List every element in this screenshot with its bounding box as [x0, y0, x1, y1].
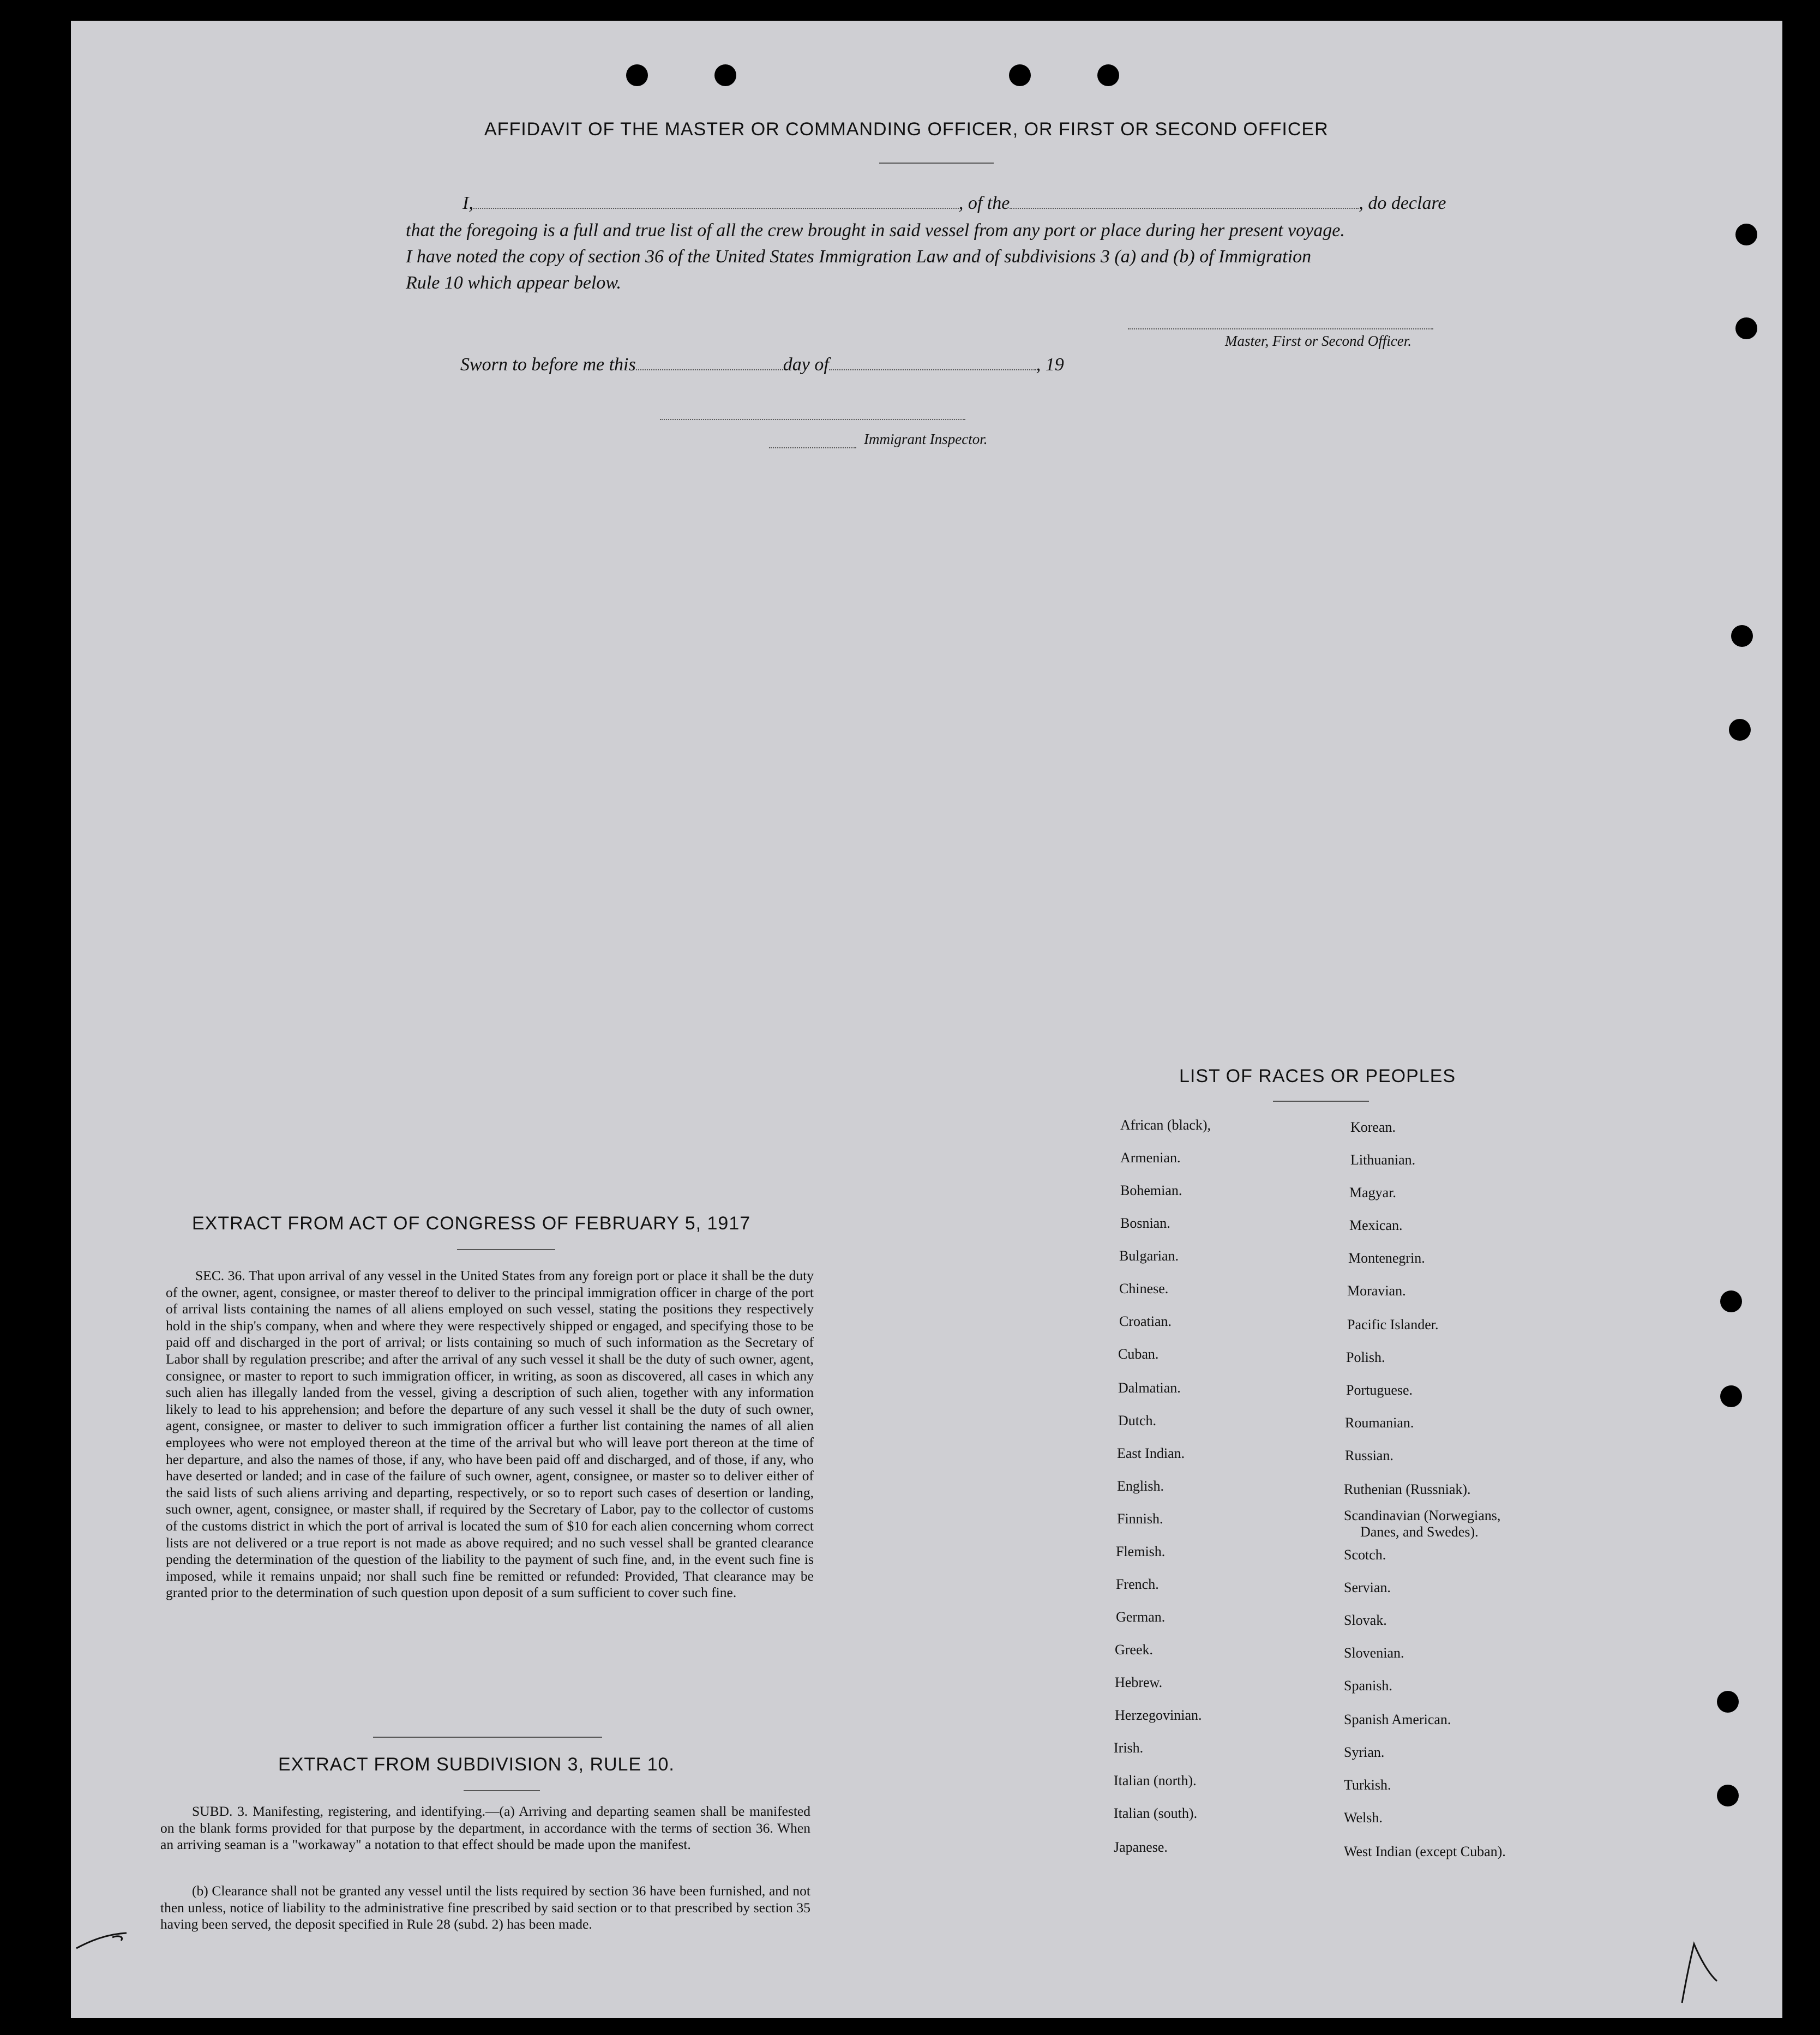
inspector-label: Immigrant Inspector. — [864, 431, 988, 447]
affidavit-i-label: I, — [462, 193, 473, 213]
extract-rule-underline — [464, 1790, 540, 1791]
pencil-mark-bottom-left — [74, 1921, 140, 1954]
race-item: Danes, and Swedes). — [1360, 1524, 1479, 1540]
race-item: Scotch. — [1344, 1547, 1386, 1563]
sec36-paragraph: SEC. 36. That upon arrival of any vessel in the United States from any foreign port or place it shall be the duty of the owner, agent, consignee, or master thereof to deliver to the principal immigration officer in charge of the port of arrival lists containing the names of all aliens employed on such vessel, stating the positions they respectively hold in the ship's company, when and where they were respectively shipped or engaged, and specifying those to be paid off and discharged in the port of arrival; or lists containing so much of such information as the Secretary of Labor shall by regulation prescribe; and after the arrival of any such vessel it shall be the duty of such owner, agent, consignee, or master to report to such immigration officer, in writing, as soon as discovered, all cases in which any such alien has illegally landed from the vessel, giving a description of such alien, together with any information likely to lead to his apprehension; and before the departure of any such vessel it shall be the duty of such owner, agent, consignee, or master to deliver to such immigration officer a further list containing the names of all alien employees who were not employed thereon at the time of the arrival but who will leave port thereon at the time of her departure, and also the names of those, if any, who have been paid off and discharged, and of those, if any, who have deserted or landed; and in case of the failure of such owner, agent, consignee, or master so to deliver either of the said lists of such aliens arriving and departing, respectively, or so to report such cases of desertion or landing, such owner, agent, consignee, or master shall, if required by the Secretary of Labor, pay to the collector of customs of the customs district in which the port of arrival is located the sum of $10 for each alien concerning whom correct lists are not delivered or a true report is not made as above required; and no such vessel shall be granted clearance pending the determination of the question of the liability to the payment of such fine, and, in the event such fine is imposed, while it remains unpaid; nor shall such fine be remitted or refunded: Provided, That clearance may be granted prior to the determination of such question upon deposit of a sum sufficient to cover such fine. — [166, 1268, 814, 1601]
punch-hole — [1097, 64, 1119, 86]
race-item: English. — [1117, 1478, 1164, 1494]
affidavit-text-line: that the foregoing is a full and true list of all the crew brought in said vessel from any port or place during her present voyage. — [406, 220, 1345, 241]
day-of-label: day of — [783, 355, 829, 375]
extract-act-title: EXTRACT FROM ACT OF CONGRESS OF FEBRUARY 5, 1917 — [192, 1213, 751, 1234]
races-title: LIST OF RACES OR PEOPLES — [1179, 1066, 1456, 1086]
inspector-signature-line-short — [769, 447, 856, 448]
punch-hole — [626, 64, 648, 86]
affidavit-declare-label: , do declare — [1359, 193, 1446, 213]
race-item: Dalmatian. — [1118, 1380, 1181, 1396]
sworn-line — [460, 355, 1064, 375]
punch-hole — [1009, 64, 1031, 86]
document-page — [71, 21, 1782, 2018]
race-item: Bohemian. — [1120, 1182, 1182, 1198]
race-item: Magyar. — [1349, 1185, 1396, 1200]
section-divider — [373, 1737, 602, 1738]
name-blank — [473, 208, 959, 209]
race-item: Hebrew. — [1115, 1674, 1163, 1690]
race-item: Chinese. — [1119, 1281, 1169, 1296]
race-item: Finnish. — [1117, 1511, 1163, 1527]
affidavit-of-label: , of the — [958, 193, 1010, 213]
races-underline — [1273, 1101, 1369, 1102]
master-signature-line — [1128, 328, 1433, 329]
year-label: , 19 — [1036, 355, 1064, 375]
inspector-signature-line — [660, 419, 965, 420]
race-item: Welsh. — [1344, 1810, 1383, 1826]
race-item: Roumanian. — [1345, 1415, 1414, 1431]
title-underline — [879, 163, 994, 164]
punch-hole — [1735, 317, 1757, 339]
race-item: Bulgarian. — [1119, 1248, 1179, 1264]
race-item: Turkish. — [1344, 1777, 1391, 1793]
race-item: Syrian. — [1344, 1744, 1385, 1760]
pencil-mark-bottom-right — [1678, 1935, 1727, 2006]
punch-hole — [1731, 625, 1753, 647]
vessel-blank — [1010, 208, 1359, 209]
race-item: Scandinavian (Norwegians, — [1344, 1508, 1501, 1523]
race-item: East Indian. — [1117, 1445, 1185, 1461]
race-item: African (black), — [1120, 1117, 1211, 1133]
day-blank — [636, 369, 783, 370]
race-item: Cuban. — [1118, 1346, 1159, 1362]
race-item: Moravian. — [1347, 1283, 1406, 1299]
month-blank — [829, 369, 1036, 370]
race-item: Lithuanian. — [1350, 1152, 1416, 1168]
race-item: French. — [1116, 1576, 1159, 1592]
punch-hole — [714, 64, 736, 86]
race-item: Italian (south). — [1114, 1805, 1198, 1821]
race-item: Ruthenian (Russniak). — [1344, 1481, 1471, 1497]
race-item: Mexican. — [1349, 1217, 1403, 1233]
race-item: Bosnian. — [1120, 1215, 1170, 1231]
race-item: Montenegrin. — [1348, 1250, 1425, 1266]
affidavit-text-line: Rule 10 which appear below. — [406, 273, 622, 293]
race-item: Spanish American. — [1344, 1712, 1451, 1727]
race-item: Italian (north). — [1114, 1773, 1197, 1788]
race-item: Flemish. — [1116, 1544, 1166, 1559]
race-item: Slovenian. — [1344, 1645, 1404, 1661]
race-item: Polish. — [1346, 1349, 1385, 1365]
affidavit-text-line: I have noted the copy of section 36 of the United States Immigration Law and of subdivisions 3 (a) and (b) of Immigration — [406, 247, 1312, 267]
race-item: West Indian (except Cuban). — [1344, 1844, 1506, 1859]
race-item: Croatian. — [1119, 1313, 1172, 1329]
punch-hole — [1735, 224, 1757, 245]
race-item: Spanish. — [1344, 1678, 1392, 1694]
sworn-label: Sworn to before me this — [460, 355, 636, 375]
extract-rule-title: EXTRACT FROM SUBDIVISION 3, RULE 10. — [278, 1754, 675, 1775]
extract-act-underline — [457, 1249, 555, 1250]
master-label: Master, First or Second Officer. — [1225, 333, 1411, 349]
race-item: Armenian. — [1120, 1150, 1181, 1166]
punch-hole — [1729, 719, 1751, 741]
race-item: Pacific Islander. — [1347, 1317, 1439, 1332]
punch-hole — [1717, 1691, 1739, 1713]
race-item: Irish. — [1114, 1740, 1144, 1756]
race-item: German. — [1116, 1609, 1166, 1625]
race-item: Servian. — [1344, 1580, 1391, 1595]
subd-a-paragraph: SUBD. 3. Manifesting, registering, and identifying.—(a) Arriving and departing seamen shall be manifested on the blank forms provided for that purpose by the department, in accordance with the terms of section 36. When an arriving seaman is a "workaway" a notation to that effect should be made upon the manifest. — [160, 1803, 810, 1853]
race-item: Greek. — [1115, 1642, 1154, 1658]
race-item: Russian. — [1345, 1448, 1393, 1463]
subd-b-paragraph: (b) Clearance shall not be granted any vessel until the lists required by section 36 have been furnished, and not then unless, notice of liability to the administrative fine prescribed by said section or to that prescribed by section 35 having been served, the deposit specified in Rule 28 (subd. 2) has been made. — [160, 1883, 810, 1932]
affidavit-declaration-line — [462, 193, 1446, 214]
race-item: Dutch. — [1118, 1413, 1157, 1428]
race-item: Japanese. — [1114, 1839, 1168, 1855]
race-item: Slovak. — [1344, 1612, 1387, 1628]
punch-hole — [1720, 1290, 1742, 1312]
affidavit-title: AFFIDAVIT OF THE MASTER OR COMMANDING OFFICER, OR FIRST OR SECOND OFFICER — [484, 119, 1329, 140]
race-item: Korean. — [1350, 1119, 1396, 1135]
punch-hole — [1720, 1385, 1742, 1407]
race-item: Herzegovinian. — [1115, 1707, 1202, 1723]
punch-hole — [1717, 1785, 1739, 1806]
race-item: Portuguese. — [1346, 1382, 1413, 1398]
